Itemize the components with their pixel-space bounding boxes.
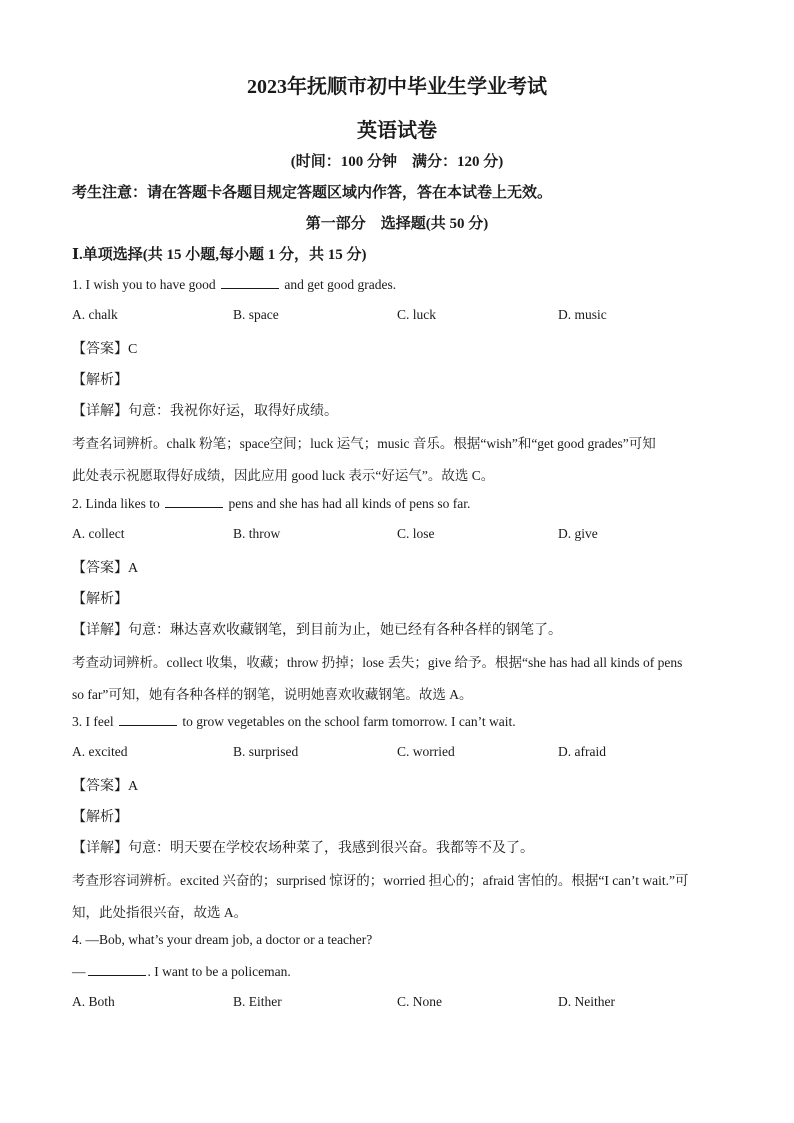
question-3-explain-line-1: 考查形容词辨析。excited 兴奋的；surprised 惊讶的；worried 担心的；afraid 害怕的。根据“I can’t wait.”可 (72, 873, 689, 888)
question-2-answer: 【答案】A (72, 561, 139, 576)
question-4-stem: 4. —Bob, what’s your dream job, a doctor or a teacher? (72, 932, 373, 947)
question-4-option-c: C. None (397, 994, 442, 1009)
question-1-answer: 【答案】C (72, 342, 138, 357)
question-2-option-a: A. collect (72, 526, 125, 541)
question-1-option-d: D. music (558, 307, 607, 322)
answer-blank (119, 713, 177, 726)
question-3-analysis-label: 【解析】 (72, 810, 128, 825)
time-info: (时间：100 分钟 满分：120 分) (290, 154, 504, 170)
exam-title: 2023年抚顺市初中毕业生学业考试 (247, 76, 547, 98)
question-2-option-d: D. give (558, 526, 598, 541)
question-2-analysis-label: 【解析】 (72, 592, 128, 607)
question-3-option-b: B. surprised (233, 744, 299, 759)
question-3-explain-line-2: 知，此处指很兴奋，故选 A。 (72, 905, 248, 920)
answer-blank (88, 963, 146, 976)
question-3-detail: 【详解】句意：明天要在学校农场种菜了，我感到很兴奋。我都等不及了。 (72, 841, 534, 856)
part-heading: 第一部分 选择题(共 50 分) (305, 216, 489, 232)
question-2-detail: 【详解】句意：琳达喜欢收藏钢笔，到目前为止，她已经有各种各样的钢笔了。 (72, 623, 562, 638)
question-1-detail: 【详解】句意：我祝你好运，取得好成绩。 (72, 404, 338, 419)
question-3-option-a: A. excited (72, 744, 128, 759)
exam-subject: 英语试卷 (357, 120, 437, 142)
question-2-stem: 2. Linda likes to pens and she has had all kinds of pens so far. (72, 496, 471, 512)
question-3-stem: 3. I feel to grow vegetables on the school farm tomorrow. I can’t wait. (72, 714, 516, 730)
question-3-option-c: C. worried (397, 744, 455, 759)
section-heading: Ⅰ.单项选择(共 15 小题,每小题 1 分，共 15 分) (72, 247, 367, 263)
question-1-option-b: B. space (233, 307, 279, 322)
question-4-response-line: — . I want to be a policeman. (72, 964, 291, 980)
question-3-answer: 【答案】A (72, 779, 139, 794)
question-2-option-c: C. lose (397, 526, 435, 541)
question-1-option-a: A. chalk (72, 307, 118, 322)
answer-blank (165, 495, 223, 508)
question-4-option-a: A. Both (72, 994, 115, 1009)
question-4-option-b: B. Either (233, 994, 282, 1009)
question-3-option-d: D. afraid (558, 744, 606, 759)
question-1-stem: 1. I wish you to have good and get good grades. (72, 277, 397, 293)
question-1-explain-line-2: 此处表示祝愿取得好成绩，因此应用 good luck 表示“好运气”。故选 C。 (72, 468, 495, 483)
question-4-option-d: D. Neither (558, 994, 615, 1009)
candidate-notice: 考生注意：请在答题卡各题目规定答题区域内作答，答在本试卷上无效。 (72, 185, 553, 201)
answer-blank (221, 276, 279, 289)
question-1-analysis-label: 【解析】 (72, 373, 128, 388)
question-2-option-b: B. throw (233, 526, 281, 541)
question-1-explain-line-1: 考查名词辨析。chalk 粉笔；space空间；luck 运气；music 音乐。根据“wish”和“get good grades”可知 (72, 436, 656, 451)
question-2-explain-line-2: so far”可知，她有各种各样的钢笔，说明她喜欢收藏钢笔。故选 A。 (72, 687, 473, 702)
question-2-explain-line-1: 考查动词辨析。collect 收集，收藏；throw 扔掉；lose 丢失；give 给予。根据“she has had all kinds of pens (72, 655, 683, 670)
question-1-option-c: C. luck (397, 307, 436, 322)
